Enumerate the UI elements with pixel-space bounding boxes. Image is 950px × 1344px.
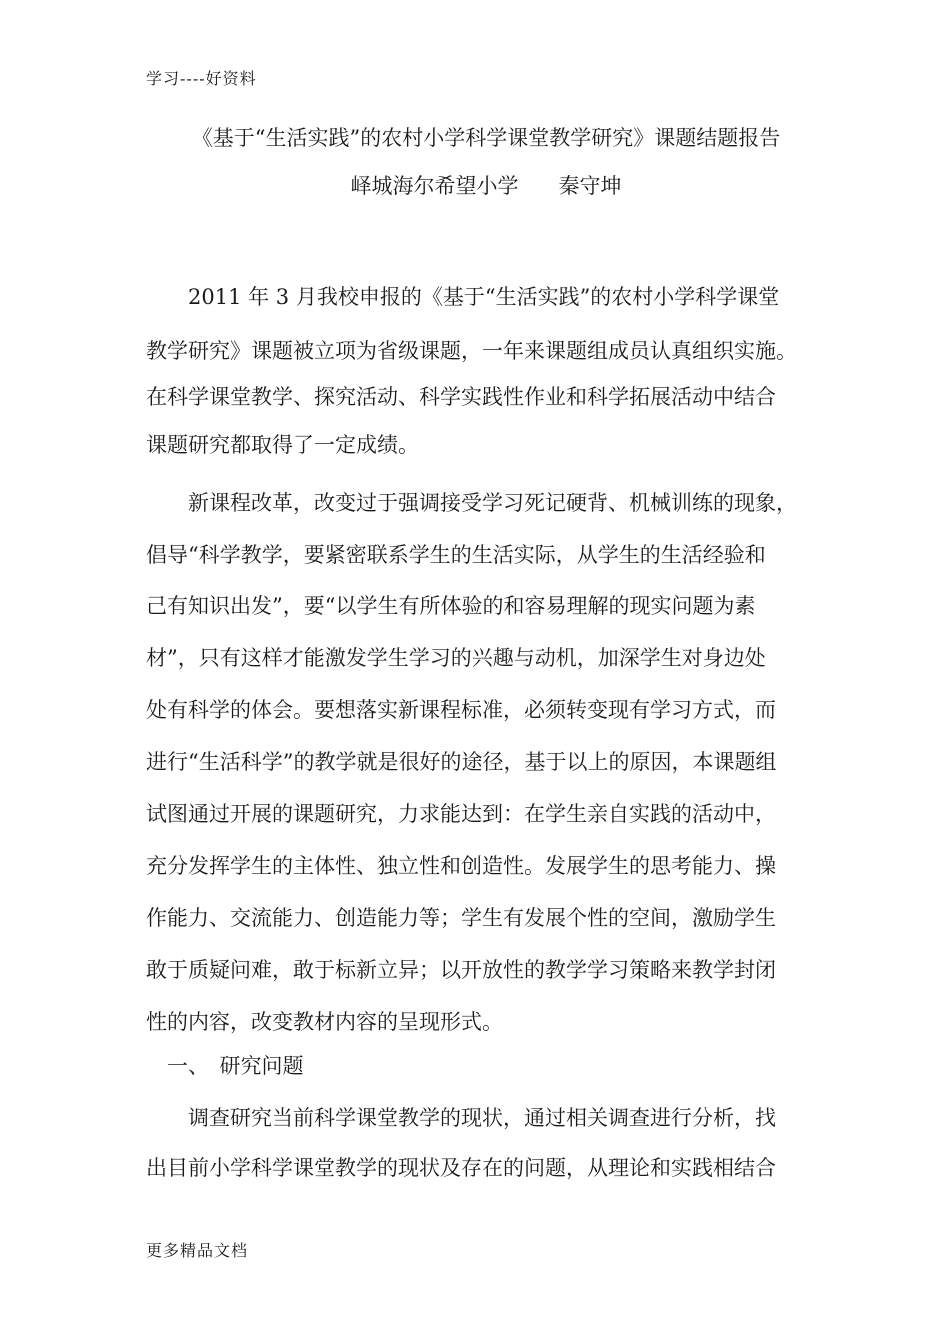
document-author: 峄城海尔希望小学 秦守坤 bbox=[350, 174, 622, 198]
paragraph-line: 性的内容，改变教材内容的呈现形式。 bbox=[146, 1010, 503, 1034]
paragraph-line: 进行“生活科学”的教学就是很好的途径，基于以上的原因，本课题组 bbox=[146, 750, 777, 774]
paragraph-line: 调查研究当前科学课堂教学的现状，通过相关调查进行分析，找 bbox=[146, 1106, 776, 1130]
paragraph-line: 充分发挥学生的主体性、独立性和创造性。发展学生的思考能力、操 bbox=[146, 854, 776, 878]
paragraph-line: 在科学课堂教学、探究活动、科学实践性作业和科学拓展活动中结合 bbox=[146, 385, 776, 409]
paragraph-line: 教学研究》课题被立项为省级课题，一年来课题组成员认真组织实施。 bbox=[146, 339, 797, 363]
document-title: 《基于“生活实践”的农村小学科学课堂教学研究》课题结题报告 bbox=[191, 126, 781, 150]
header-note: 学习----好资料 bbox=[146, 69, 257, 88]
footer-note: 更多精品文档 bbox=[146, 1241, 249, 1260]
paragraph-line: 敢于质疑问难，敢于标新立异；以开放性的教学学习策略来教学封闭 bbox=[146, 958, 776, 982]
paragraph-line: 材”，只有这样才能激发学生学习的兴趣与动机，加深学生对身边处 bbox=[146, 646, 766, 670]
paragraph-line: 课题研究都取得了一定成绩。 bbox=[146, 433, 419, 457]
paragraph-line: 己有知识出发”，要“以学生有所体验的和容易理解的现实问题为素 bbox=[146, 594, 756, 618]
paragraph-line: 倡导“科学教学，要紧密联系学生的生活实际，从学生的生活经验和 bbox=[146, 543, 766, 567]
paragraph-line: 处有科学的体会。要想落实新课程标准，必须转变现有学习方式，而 bbox=[146, 698, 776, 722]
paragraph-line: 试图通过开展的课题研究，力求能达到：在学生亲自实践的活动中， bbox=[146, 802, 776, 826]
section-heading: 一、 研究问题 bbox=[146, 1054, 304, 1078]
paragraph-line: 2011 年 3 月我校申报的《基于“生活实践”的农村小学科学课堂 bbox=[146, 285, 780, 309]
paragraph-line: 新课程改革，改变过于强调接受学习死记硬背、机械训练的现象， bbox=[146, 491, 797, 515]
paragraph-line: 出目前小学科学课堂教学的现状及存在的问题，从理论和实践相结合 bbox=[146, 1156, 776, 1180]
paragraph-line: 作能力、交流能力、创造能力等；学生有发展个性的空间，激励学生 bbox=[146, 906, 776, 930]
